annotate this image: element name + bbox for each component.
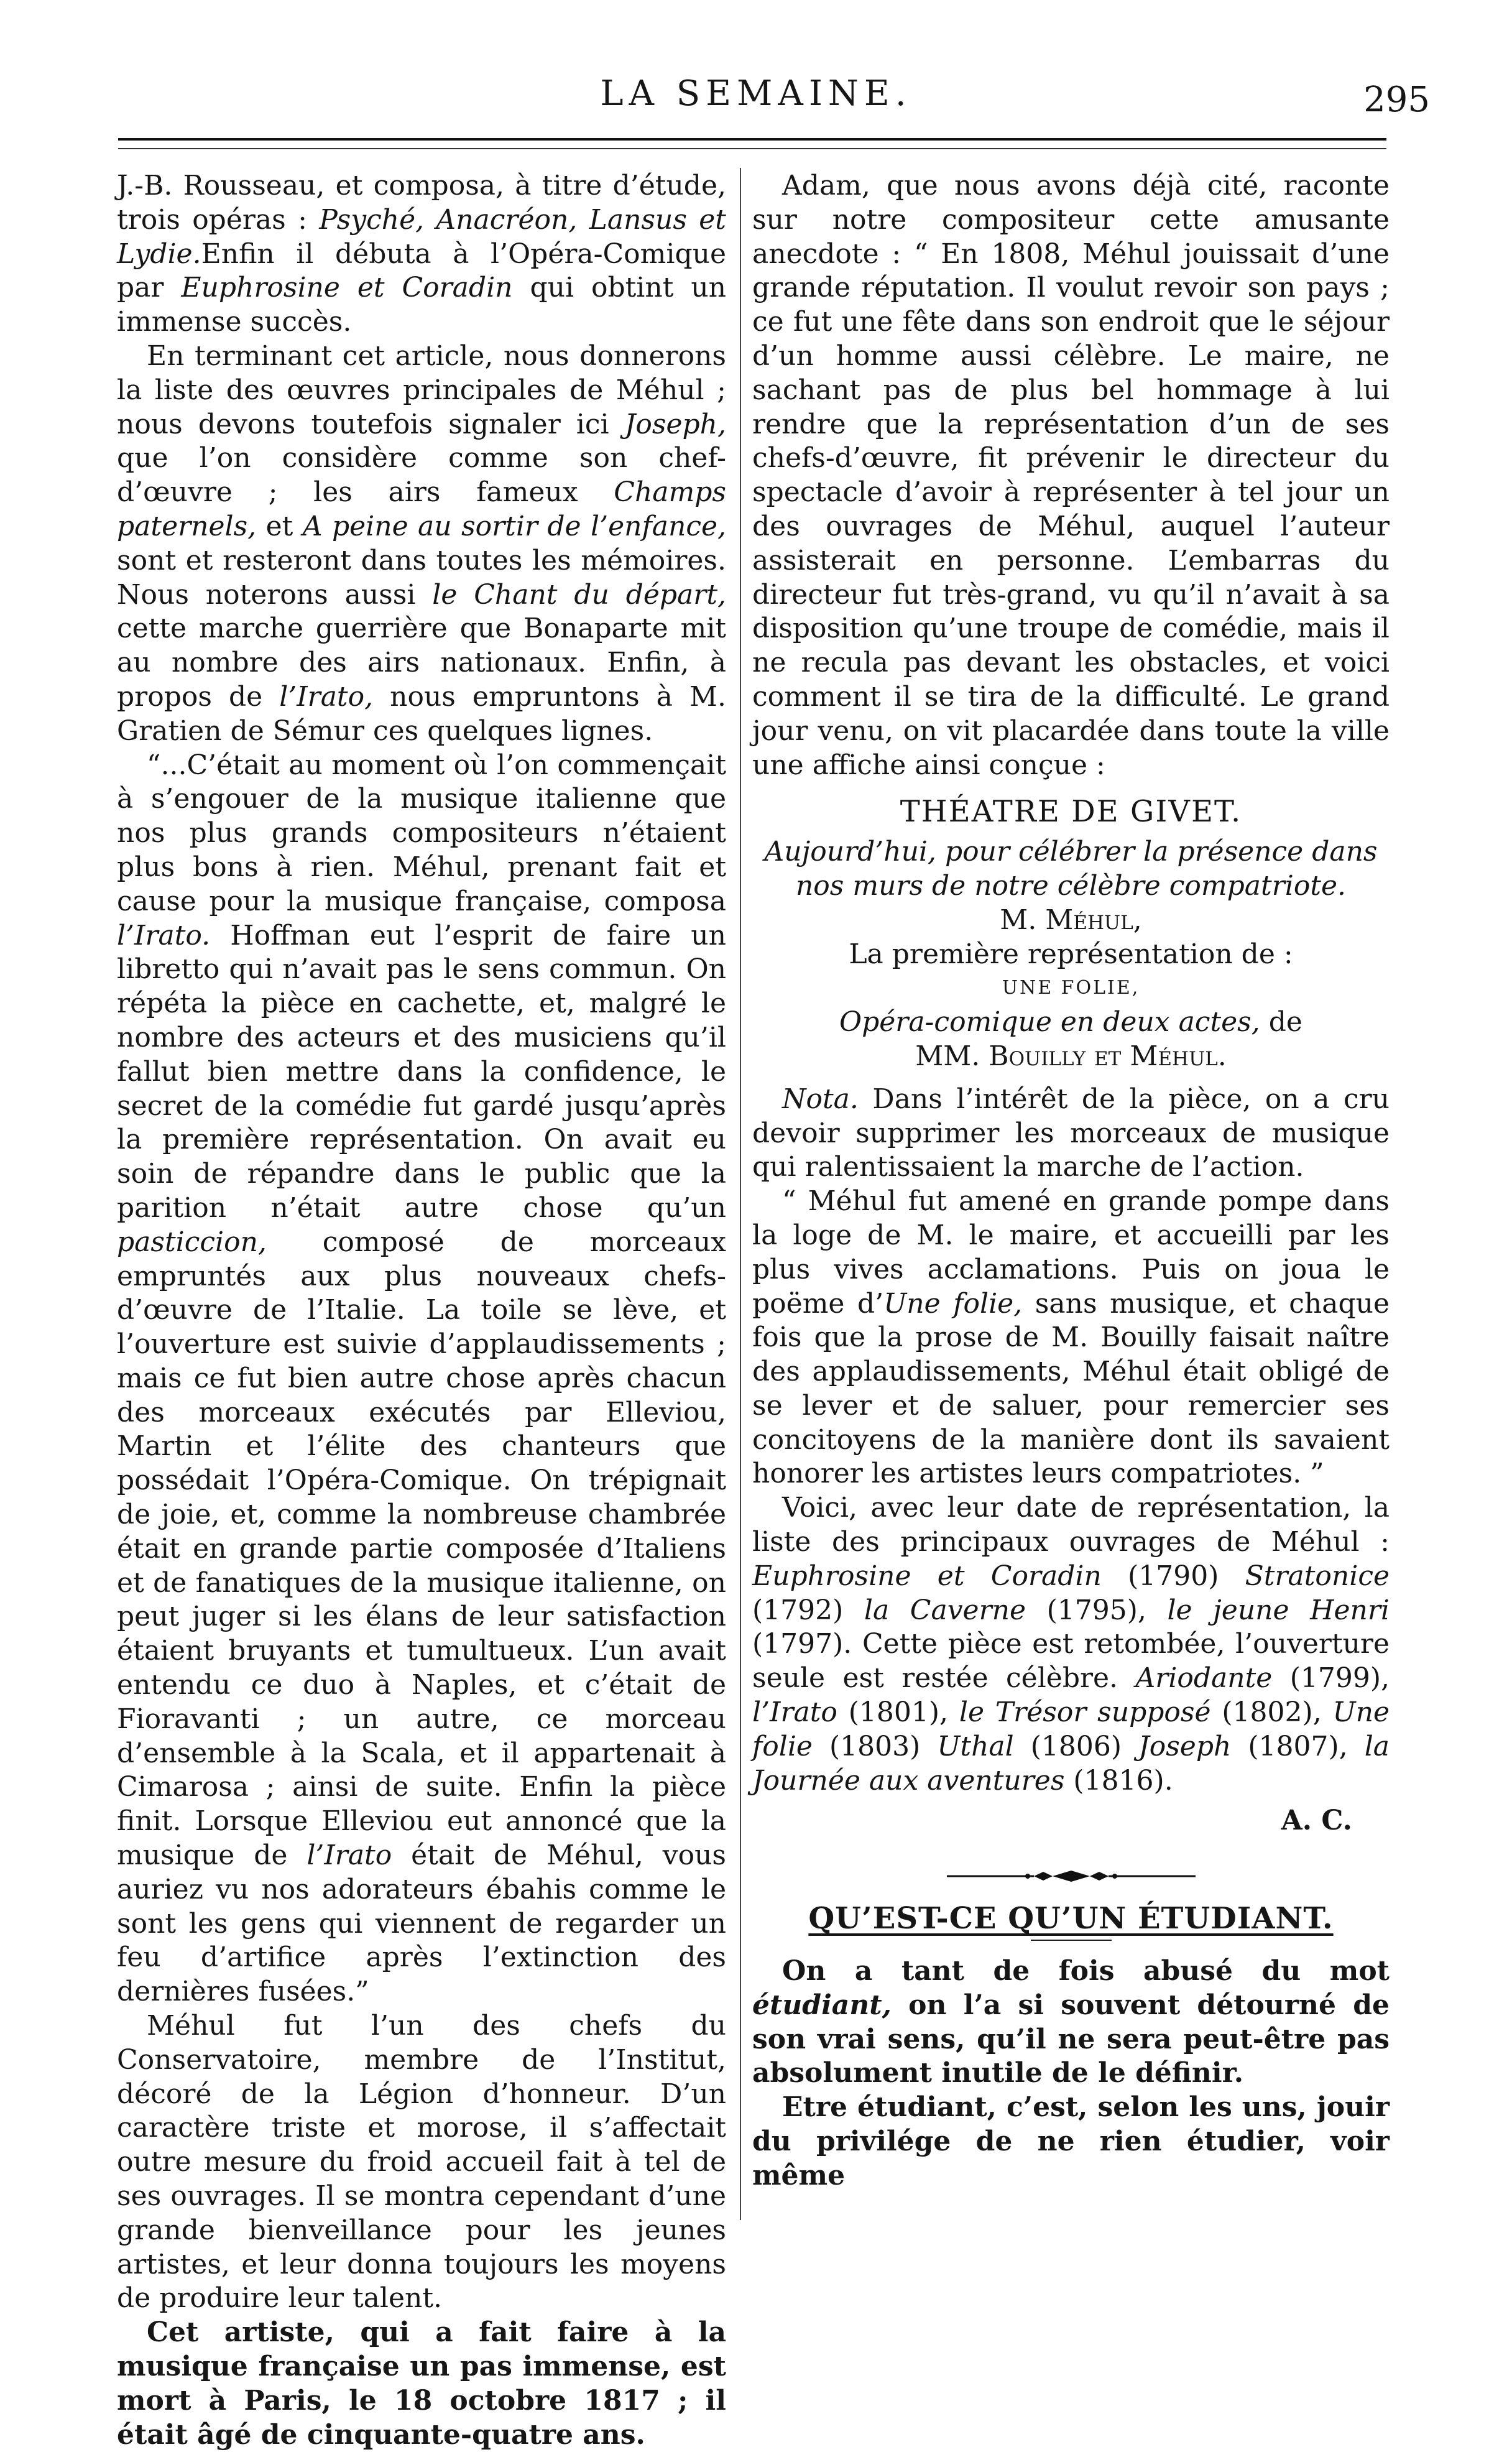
- text-run: J.-B. Rousseau, et composa, à titre d’étude, trois opéras :: [117, 170, 726, 236]
- text-run: et: [256, 510, 303, 542]
- poster-line-4: [752, 1006, 1390, 1040]
- text-run: Hoffman eut l’esprit de faire un libretto qui n’avait pas le sens commun. On répéta la pièce en cachette, et, malgré le nombre des acteurs et des musiciens qu’il fallut bien mettre dans la confidence, le secret de la comédie fut gardé jusqu’après la première représentation. On avait eu soin de répandre dans le public que la parition n’était autre chose qu’un: [117, 919, 726, 1224]
- text-run: (1799),: [1272, 1662, 1390, 1695]
- nota-paragraph: [752, 1083, 1390, 1185]
- right-paragraph-4: [752, 1955, 1390, 2091]
- text-run: composé de morceaux empruntés aux plus nouveaux chefs-d’œuvre de l’Italie. La toile se lève, et l’ouverture est suivie d’applaudissements ; mais ce fut bien autre chose après chacun des morceaux exécutés par Elleviou, Martin et l’élite des chanteurs que possédait l’Opéra-Comique. On trépignait de joie, et, comme la nombreuse chambrée était en grande partie composée d’Italiens et de fanatiques de la musique italienne, on peut juger si les élans de leur satisfaction étaient bruyants et tumultueux. L’un avait entendu ce duo à Naples, et c’était de Fioravanti ; un autre, ce morceau d’ensemble à la Scala, et il appartenait à Cimarosa ; ainsi de suite. Enfin la pièce finit. Lorsque Elleviou eut annoncé que la musique de: [117, 1226, 726, 1872]
- left-paragraph-5: Cet artiste, qui a fait faire à la musique française un pas immense, est mort à Paris, le 18 octobre 1817 ; il était âgé de cinquante-quatre ans.: [117, 2316, 726, 2451]
- poster-name: M. Méhul,: [1000, 904, 1142, 936]
- work-title: le Trésor supposé: [959, 1696, 1211, 1729]
- italic-word: étudiant,: [752, 1989, 892, 2021]
- work-title: Uthal: [937, 1730, 1014, 1762]
- ornament-divider-icon: [941, 1869, 1202, 1883]
- text-run: Dans l’intérêt de la pièce, on a cru devoir supprimer les morceaux de musique qui ralentissaient la marche de l’action.: [752, 1083, 1390, 1183]
- left-paragraph-2: [117, 340, 726, 749]
- work-title: Joseph: [1138, 1730, 1232, 1762]
- poster-line-1: Aujourd’hui, pour célébrer la présence dans: [764, 836, 1378, 868]
- text-run: “...C’était au moment où l’on commençait à s’engouer de la musique italienne que nos plus grands compositeurs n’étaient plus bons à rien. Méhul, prenant fait et cause pour la musique française, composa: [117, 749, 726, 917]
- poster-authors: MM. Bouilly et Méhul.: [915, 1040, 1227, 1072]
- text-run: qui obtint un immense succès.: [117, 272, 726, 338]
- right-column: [752, 169, 1390, 2193]
- italic-title: A peine au sortir de l’enfance,: [302, 510, 726, 542]
- text-run: cette marche guerrière que Bonaparte mit au nombre des airs nationaux. Enfin, à propos de: [117, 613, 726, 713]
- text-run: sans musique, et chaque fois que la prose de M. Bouilly faisait naître des applaudissements, Méhul était obligé de se lever et de saluer, pour remercier ses concitoyens de la manière dont ils savaient honorer les artistes leurs compatriotes. ”: [752, 1287, 1390, 1490]
- text-run: (1790): [1101, 1560, 1245, 1592]
- text-run: (1803): [812, 1730, 938, 1762]
- italic-title: l’Irato,: [279, 680, 374, 713]
- work-title: Stratonice: [1245, 1560, 1390, 1592]
- text-run: (1795),: [1026, 1594, 1168, 1626]
- text-run: nous empruntons à M. Gratien de Sémur ces quelques lignes.: [117, 680, 726, 747]
- work-title: Euphrosine et Coradin: [752, 1560, 1102, 1592]
- text-run: Voici, avec leur date de représentation, la liste des principaux ouvrages de Méhul :: [752, 1492, 1390, 1558]
- column-divider: [740, 168, 741, 2220]
- text-run: On a tant de fois abusé du mot: [782, 1955, 1390, 1987]
- poster-line-3: La première représentation de :: [849, 938, 1293, 970]
- section-title: QU’EST-CE QU’UN ÉTUDIANT.: [808, 1901, 1334, 1936]
- italic-word: pasticcion,: [117, 1226, 267, 1258]
- left-column: [117, 169, 726, 2452]
- italic-title: Champs paternels,: [117, 476, 726, 542]
- italic-title: Joseph,: [624, 408, 726, 440]
- text-run: En terminant cet article, nous donnerons la liste des œuvres principales de Méhul ; nous devons toutefois signaler ici: [117, 340, 726, 440]
- text-run: (1792): [752, 1594, 864, 1626]
- work-title: l’Irato: [752, 1696, 837, 1729]
- left-paragraph-4: Méhul fut l’un des chefs du Conservatoire, membre de l’Institut, décoré de la Légion d’honneur. D’un caractère triste et morose, il s’affectait outre mesure du froid accueil fait à tel de ses ouvrages. Il se montra cependant d’une grande bienveillance pour les jeunes artistes, et leur donna toujours les moyens de produire leur talent.: [117, 2010, 726, 2315]
- text-run: (1816).: [1064, 1764, 1173, 1797]
- nota-label: Nota.: [782, 1083, 859, 1115]
- text-run: était de Méhul, vous auriez vu nos adorateurs ébahis comme le sont les gens qui viennent de regarder un feu d’artifice après l’extinction des dernières fusées.”: [117, 1839, 726, 2008]
- italic-title: Une folie,: [883, 1287, 1023, 1320]
- work-title: Ariodante: [1135, 1662, 1273, 1695]
- author-signature: A. C.: [1281, 1805, 1352, 1837]
- text-run: de: [1260, 1006, 1302, 1039]
- italic-genre: Opéra-comique en deux actes,: [839, 1006, 1260, 1039]
- text-run: que l’on considère comme son chef-d’œuvre ; les airs fameux: [117, 442, 726, 509]
- poster-line-2: nos murs de notre célèbre compatriote.: [795, 869, 1347, 902]
- right-paragraph-2: [752, 1185, 1390, 1491]
- poster-work: UNE FOLIE,: [1002, 977, 1140, 999]
- page-number: 295: [1363, 80, 1430, 120]
- italic-title: l’Irato: [307, 1839, 392, 1872]
- left-paragraph-3-quote: [117, 749, 726, 2009]
- text-run: (1802),: [1210, 1696, 1333, 1729]
- work-title: la Caverne: [864, 1594, 1026, 1626]
- text-run: on l’a si souvent détourné de son vrai sens, qu’il ne sera peut-être pas absolument inutile de le définir.: [752, 1989, 1390, 2089]
- text-run: “ Méhul fut amené en grande pompe dans la loge de M. le maire, et accueilli par les plus vives acclamations. Puis on joua le poëme d’: [752, 1185, 1390, 1320]
- text-run: Enfin il débuta à l’Opéra-Comique par: [117, 238, 726, 304]
- italic-title: le Chant du départ,: [432, 578, 726, 611]
- text-run: (1806): [1013, 1730, 1139, 1762]
- italic-title: Euphrosine et Coradin: [181, 272, 513, 304]
- text-run: (1801),: [837, 1696, 959, 1729]
- text-run: (1807),: [1231, 1730, 1365, 1762]
- italic-titles: Psyché, Anacréon, Lansus et Lydie.: [117, 203, 726, 270]
- italic-title: l’Irato.: [117, 919, 211, 951]
- work-title: la Journée aux aventures: [752, 1730, 1390, 1797]
- running-title: LA SEMAINE.: [600, 73, 912, 114]
- text-run: sont et resteront dans toutes les mémoires. Nous noterons aussi: [117, 544, 726, 611]
- header-rule: [118, 138, 1386, 141]
- section-title-rule: [1031, 1940, 1112, 1941]
- left-paragraph-1: [117, 169, 726, 340]
- text-run: (1797). Cette pièce est retombée, l’ouverture seule est restée célèbre.: [752, 1628, 1390, 1695]
- right-paragraph-5: Etre étudiant, c’est, selon les uns, jouir du privilége de ne rien étudier, voir même: [752, 2091, 1390, 2191]
- work-title: le jeune Henri: [1167, 1594, 1390, 1626]
- work-title: Une folie: [752, 1696, 1390, 1762]
- right-paragraph-1: Adam, que nous avons déjà cité, raconte sur notre compositeur cette amusante anecdote : “ En 1808, Méhul jouissait d’une grande réputation. Il voulut revoir son pays ; ce fut une fête dans son endroit que le séjour d’un homme aussi célèbre. Le maire, ne sachant pas de plus bel hommage à lui rendre que la représentation d’un de ses chefs-d’œuvre, fit prévenir le directeur du spectacle d’avoir à représenter à tel jour un des ouvrages de Méhul, auquel l’auteur assisterait en personne. L’embarras du directeur fut très-grand, vu qu’il n’avait à sa disposition qu’une troupe de comédie, mais il ne recula pas devant les obstacles, et voici comment il se tira de la difficulté. Le grand jour venu, on vit placardée dans toute la ville une affiche ainsi conçue :: [752, 170, 1390, 781]
- right-paragraph-3-works-list: [752, 1491, 1390, 1798]
- poster-title: THÉATRE DE GIVET.: [900, 794, 1242, 830]
- header-rule-thin: [118, 148, 1386, 149]
